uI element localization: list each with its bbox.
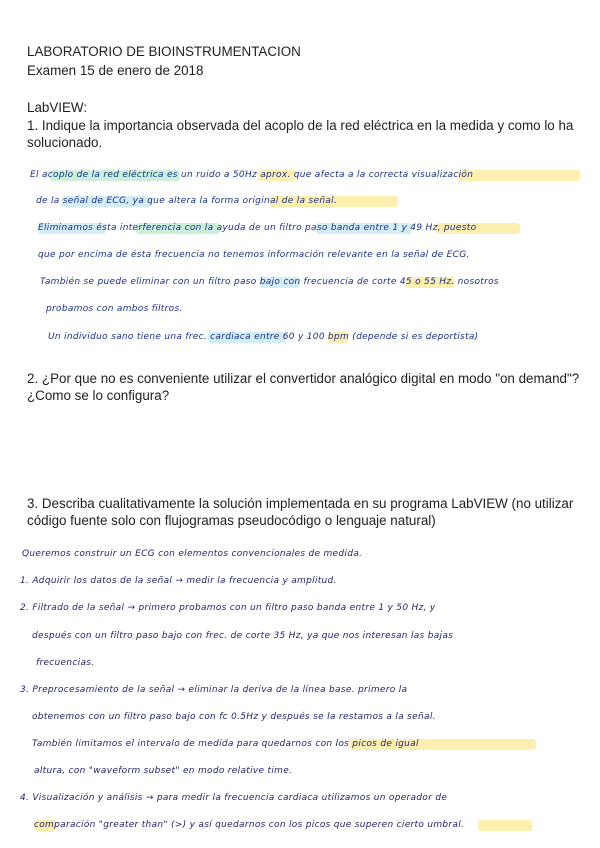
- section-labview: LabVIEW:: [27, 100, 88, 115]
- answer-3-line: 1. Adquirir los datos de la señal → medir la frecuencia y amplitud.: [20, 576, 337, 586]
- answer-1-line: que por encima de ésta frecuencia no tenemos información relevante en la señal de ECG.: [38, 250, 470, 260]
- answer-1-line: de la señal de ECG, ya que altera la forma original de la señal.: [36, 196, 338, 206]
- answer-1-line: Un individuo sano tiene una frec. cardiaca entre 60 y 100 bpm (depende si es deportista): [48, 332, 479, 342]
- answer-3-line: obtenemos con un filtro paso bajo con fc 0.5Hz y después se la restamos a la señal.: [32, 712, 436, 722]
- highlight: [478, 820, 532, 831]
- question-3: 3. Describa cualitativamente la solución implementada en su programa LabVIEW (no utilizar código fuente solo con flujogramas pseudocódigo o lenguaje natural): [27, 496, 574, 528]
- exam-title: LABORATORIO DE BIOINSTRUMENTACION: [27, 44, 301, 59]
- answer-3-line: Queremos construir un ECG con elementos convencionales de medida.: [22, 549, 363, 559]
- answer-3-line: altura, con "waveform subset" en modo relative time.: [34, 766, 293, 776]
- exam-date: Examen 15 de enero de 2018: [27, 63, 204, 78]
- answer-3-line: comparación "greater than" (>) y así quedarnos con los picos que superen cierto umbral.: [34, 820, 465, 830]
- answer-3-line: 2. Filtrado de la señal → primero probamos con un filtro paso banda entre 1 y 50 Hz, y: [20, 603, 436, 613]
- answer-1-line: Eliminamos ésta interferencia con la ayuda de un filtro paso banda entre 1 y 49 Hz, puesto: [38, 223, 477, 233]
- highlight: [458, 170, 580, 181]
- answer-1-line: probamos con ambos filtros.: [46, 304, 183, 314]
- question-2: 2. ¿Por que no es conveniente utilizar el convertidor analógico digital en modo "on demand"? ¿Como se lo configura?: [27, 371, 580, 403]
- answer-1-line: También se puede eliminar con un filtro paso bajo con frecuencia de corte 45 o 55 Hz. nosotros: [40, 277, 499, 287]
- answer-1-line: El acoplo de la red eléctrica es un ruido a 50Hz aprox. que afecta a la correcta visualización: [30, 170, 474, 180]
- answer-3-line: 3. Preprocesamiento de la señal → eliminar la deriva de la línea base. primero la: [20, 685, 408, 695]
- question-1: 1. Indique la importancia observada del acoplo de la red eléctrica en la medida y como lo ha solucionado.: [27, 118, 574, 150]
- answer-3-line: después con un filtro paso bajo con frec. de corte 35 Hz, ya que nos interesan las bajas: [32, 631, 454, 641]
- answer-3-line: 4. Visualización y análisis → para medir la frecuencia cardiaca utilizamos un operador de: [20, 793, 448, 803]
- answer-3-line: frecuencias.: [36, 658, 95, 668]
- answer-3-line: También limitamos el intervalo de medida para quedarnos con los picos de igual: [32, 739, 419, 749]
